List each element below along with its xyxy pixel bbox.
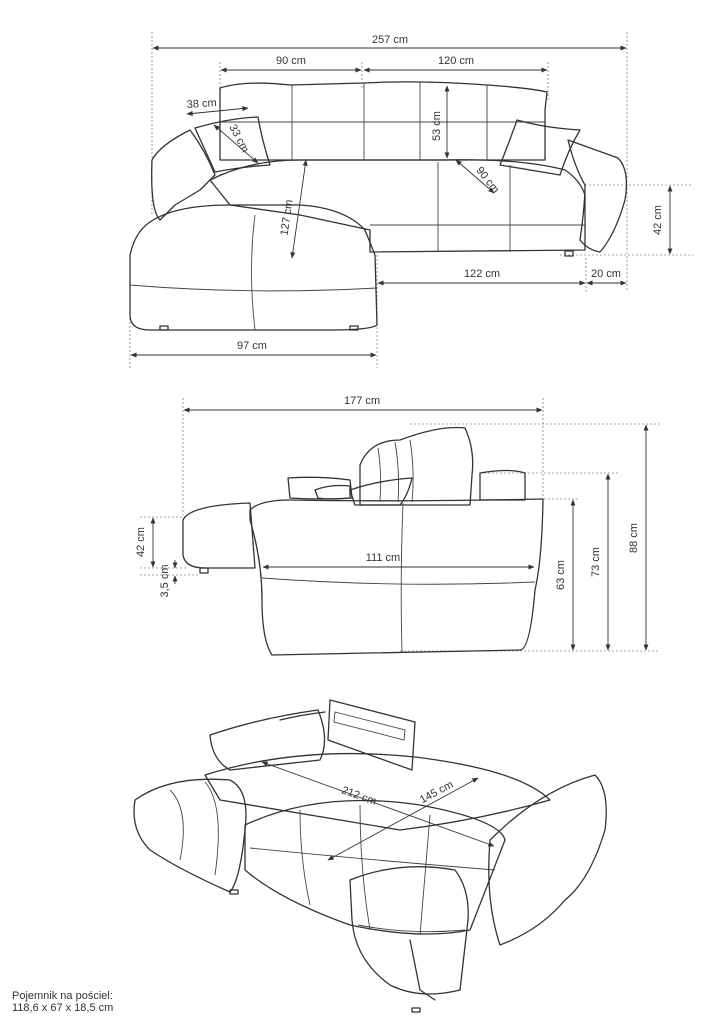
side-view bbox=[135, 395, 660, 655]
dim-arm-height: 63 cm bbox=[555, 560, 567, 590]
dim-depth: 177 cm bbox=[343, 395, 381, 407]
top-view bbox=[130, 32, 693, 368]
bed-left-cushions bbox=[134, 779, 246, 892]
storage-lid bbox=[328, 700, 415, 770]
dim-arm-width: 20 cm bbox=[591, 268, 621, 280]
dim-total-width: 257 cm bbox=[371, 34, 409, 46]
dim-chaise-side-width: 111 cm bbox=[365, 552, 401, 564]
side-arm-right bbox=[480, 471, 525, 501]
dim-sleep-width: 145 cm bbox=[417, 778, 456, 807]
seat bbox=[210, 160, 585, 252]
arm-right bbox=[568, 140, 626, 252]
storage-note-title: Pojemnik na pościel: bbox=[12, 990, 113, 1002]
dim-back-height-side: 73 cm bbox=[590, 547, 602, 577]
dim-chaise-depth: 127 cm bbox=[278, 198, 296, 237]
chaise-front bbox=[250, 499, 543, 655]
dim-right-length: 122 cm bbox=[463, 268, 501, 280]
dim-seat-depth: 90 cm bbox=[473, 164, 502, 196]
storage-note-dimensions: 118,6 x 67 x 18,5 cm bbox=[12, 1002, 114, 1014]
back-cushion bbox=[360, 428, 473, 506]
dim-left-section: 90 cm bbox=[276, 55, 306, 67]
side-pillow-2 bbox=[315, 486, 350, 500]
dim-side-height: 42 cm bbox=[652, 205, 664, 235]
dim-right-section: 120 cm bbox=[437, 55, 475, 67]
dim-chaise-width: 97 cm bbox=[237, 340, 267, 352]
storage-note bbox=[12, 990, 113, 1014]
dim-total-height: 88 cm bbox=[628, 523, 640, 553]
bed-view bbox=[134, 700, 606, 1012]
dim-pillow-height: 33 cm bbox=[226, 122, 251, 155]
pillow-right bbox=[500, 120, 580, 175]
backrest bbox=[220, 82, 547, 160]
dim-leg-height: 3,5 cm bbox=[159, 564, 171, 598]
dim-seat-height: 42 cm bbox=[135, 527, 147, 557]
dim-sleep-length: 212 cm bbox=[340, 784, 379, 808]
chaise-body bbox=[183, 503, 255, 568]
bed-front-cushions bbox=[350, 867, 468, 994]
dim-back-height: 53 cm bbox=[431, 111, 443, 141]
dim-pillow-width: 38 cm bbox=[186, 96, 218, 112]
